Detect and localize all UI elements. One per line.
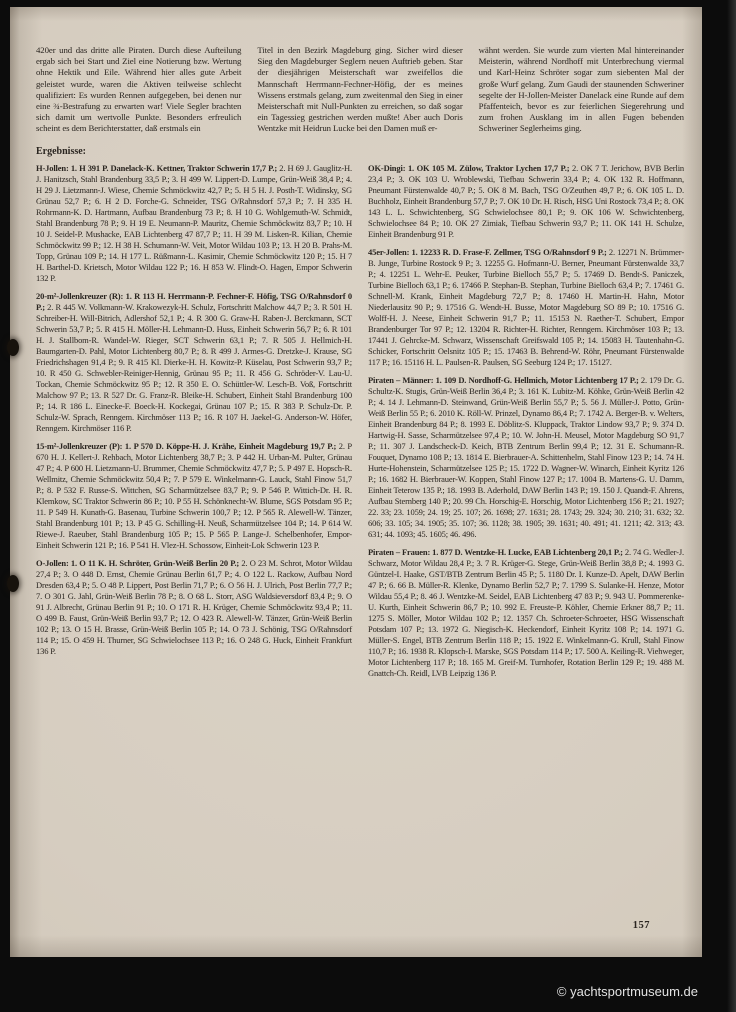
page-number: 157 bbox=[632, 920, 650, 931]
section-title: Piraten – Frauen: bbox=[368, 546, 431, 557]
article-column-1: 420er und das dritte alle Piraten. Durch diese Aufteilung ergab sich bei Start und Ziel eine Notierung bzw. Wertung ohne Hektik und Eile. Während hier alles gute Arbeit geleistet wurde, waren die Aktiven teilweise schlecht qualifiziert: Es wurden Rennen aufgegeben, bei denen nur eine ¾-Bestrafung zu erwarten war! Viele Segler brachten sich damit um wertvolle Punkte. Besonders erfreulich scheint es dem Berichterstatter, daß erstmals ein bbox=[36, 45, 242, 134]
section-title: 20-m²-Jollenkreuzer (R): bbox=[36, 290, 124, 301]
section-title: 15-m²-Jollenkreuzer (P): bbox=[36, 440, 123, 451]
result-section-20m-jollenkreuzer bbox=[36, 291, 352, 434]
article-column-3: wähnt werden. Sie wurde zum vierten Mal hintereinander Meisterin, während Nordhoff mit Unterbrechung viermal und Karl-Heinz Schröter sogar zum siebenten Mal der große Wurf gelang. Zum Gaudi der staunenden Schweriner segelte der H-Jollen-Meister Danelack eine Runde auf dem Pfaffenteich, bevor es zur feierlichen Siegerehrung und zum frohen Ausklang im in allen Fugen bebenden Schweriner Seglerheims ging. bbox=[478, 45, 684, 134]
section-title: 45er-Jollen: bbox=[368, 246, 410, 257]
article bbox=[36, 45, 684, 135]
section-entries: 2. H 69 J. Gauglitz-H. J. Hanitzsch, Stahl Brandenburg 33,5 P.; 3. H 499 W. Lippert-D. Lumpe, Grün-Weiß 38,4 P.; 4. H 29 J. Lietzmann-J. Wiese, Chemie Schmöckwitz 42,7 P.; 5. H 5 H. J. Posth-T. Widinsky, SG Grünau 52,7 P.; 6. H 2 D. Forche-G. Schneider, TSG O/Rahnsdorf 57,3 P.; 7. H 335 H. Rohrmann-K. D. Hartmann, Aufbau Brandenburg 73 P.; 8. H 10 G. Wohlgemuth-W. Schmidt, Stahl Brandenburg 78 P.; 9. H 19 E. Neumann-P. Mauritz, Chemie Schmöckwitz 83,7 P.; 10. H 10 J. Seidel-P. Mushacke, EAB Lichtenberg 47 87,7 P.; 11. H 39 M. Lisken-R. Kilian, Chemie Schmöckwitz 99 P.; 12. H 38 H. Schumann-W. Veit, Motor Wildau 103 P.; 13. H 20 B. Prahs-M. Topp, Grünau 109 P.; 14. H 177 L. Rüßmann-L. Kasimir, Chemie Schmöckwitz 120 P.; 15. H 7 H. Barthel-D. Krietsch, Motor Wildau 122 P.; 16. H 853 W. Flindt-O. Hagen, Empor Schwerin 132 P. bbox=[36, 162, 352, 283]
section-title: OK-Dingi: bbox=[368, 162, 406, 173]
section-winner: 1. P 570 D. Köppe-H. J. Krähe, Einheit Magdeburg 19,7 P.; bbox=[124, 440, 337, 451]
results-area bbox=[36, 163, 684, 686]
section-entries: 2. 12271 N. Brümmer-B. Junge, Turbine Rostock 9 P.; 3. 12255 G. Hofmann-U. Berner, Pneumant Fürstenwalde 33,7 P.; 4. 12251 L. Wehr-E. Peuker, Turbine Bielloch 55,7 P.; 5. 17469 D. Bendt-S. Paniczek, Turbine Bielloch 63,1 P.; 6. 17466 P. Stephan-B. Stephan, Turbine Bielloch 63,4 P.; 7. 17461 G. Schnell-M. Krank, Einheit Magdeburg 72,7 P.; 8. 17460 H. Martin-H. Hahn, Motor Niederlausitz 90 P.; 9. 17516 G. Wendt-H. Busse, Motor Magdeburg SO 89 P.; 10. 17516 G. Wolff-H. J. Neese, Einheit Schwerin 91,7 P.; 11. 15153 N. Raether-T. Schubert, Empor Brandenburger Tor 97 P.; 12. 13204 R. Richter-H. Richter, Renngem. Kirchmöser 103 P.; 13. 17441 J. Gehrcke-M. Schwarz, Wissenschaft Greifswald 105 P.; 14. 15083 H. Tautenhahn-G. Schicker, Fortschritt Oelsnitz 105 P.; 15. 17463 B. Behrend-W. Röhr, Pneumant Fürstenwalde 117 P.; 16. 15116 H. L. Paulsen-R. Paulsen, SG Seeburg 124 P.; 17. 15127. bbox=[368, 246, 684, 367]
section-winner: 1. OK 105 M. Zülow, Traktor Lychen 17,7 P.; bbox=[407, 162, 570, 173]
result-section-15m-jollenkreuzer bbox=[36, 441, 352, 551]
section-winner: 1. 12233 R. D. Frase-F. Zellmer, TSG O/Rahnsdorf 9 P.; bbox=[411, 246, 607, 257]
punch-hole-bottom bbox=[7, 575, 19, 592]
result-section-piraten-maenner bbox=[368, 375, 684, 540]
section-title: Piraten – Männer: bbox=[368, 374, 434, 385]
result-section-o-jollen bbox=[36, 558, 352, 657]
section-winner: 1. 109 D. Nordhoff-G. Hellmich, Motor Lichtenberg 17 P.; bbox=[435, 374, 639, 385]
result-section-piraten-frauen bbox=[368, 547, 684, 679]
section-entries: 2. O 23 M. Schrot, Motor Wildau 27,4 P.; 3. O 448 D. Ernst, Chemie Grünau Berlin 61,7 P.; 4. O 122 L. Rackow, Aufbau Nord Dresden 63,4 P.; 5. O 48 P. Lippert, Post Berlin 71,7 P.; 6. O 56 H. J. Ulrich, Post Berlin 77,7 P.; 7. O 301 G. Jahl, Grün-Weiß Berlin 78 P.; 8. O 68 L. Storr, ASG Waldsieversdorf 83,4 P.; 9. O 91 J. Albrecht, Grünau Berlin 91 P.; 10. O 171 R. H. Krüger, Chemie Schmöckwitz 93,4 P.; 11. O 499 B. Faust, Grün-Weiß Berlin 93,7 P.; 12. O 423 R. Alewell-W. Tänzer, Grün-Weiß Berlin 102 P.; 13. O 15 H. Brasse, Grün-Weiß Berlin 105 P.; 14. O 73 J. Schönig, TSG O/Rahnsdorf 114 P.; 15. O 459 H. Thurner, SG Schwielochsee 113 P.; 16. O 248 G. Huck, Einheit Frankfurt 136 P. bbox=[36, 557, 352, 656]
result-section-h-jollen bbox=[36, 163, 352, 284]
results-column-right bbox=[368, 163, 684, 686]
result-section-45er-jollen bbox=[368, 247, 684, 368]
section-winner: 1. 877 D. Wentzke-H. Lucke, EAB Lichtenberg 20,1 P.; bbox=[432, 546, 623, 557]
section-title: H-Jollen: bbox=[36, 162, 69, 173]
section-entries: 2. 74 G. Wedler-J. Schwarz, Motor Wildau 28,4 P.; 3. 7 R. Krüger-G. Stege, Grün-Weiß Berlin 38,8 P.; 4. 1993 G. Güntzel-I. Haake, GST/BTB Zentrum Berlin 45 P.; 5. 1180 Dr. I. Kunze-D. Apelt, DAW Berlin 47 P.; 6. 66 B. Müller-R. Klenke, Dynamo Berlin 52,7 P.; 7. 1799 S. Sulanke-H. Henze, Motor Wildau 55,4 P.; 8. 46 J. Wentzke-M. Seidel, EAB Lichtenberg 47 83 P.; 9. 943 U. Pommerenke-U. Kurth, Einheit Schwerin 86,7 P.; 10. 992 E. Freuste-P. Köhler, Chemie Erkner 88,7 P.; 11. 1275 S. Möller, Motor Wildau 102 P.; 12. 1357 Ch. Schroeter-Schroeter, HSG Wissenschaft Potsdam 107 P.; 13. 1972 G. Niegisch-K. Heckendorf, Einheit Kyritz 108 P.; 14. 1971 G. Müller-S. Engel, BTB Zentrum Berlin 118 P.; 15. 1922 E. Winkelmann-G. Krull, Stahl Finow 110,7 P.; 16. 1938 R. Klopsch-I. Marske, SGS Potsdam 114 P.; 17. 500 A. Keiling-R. Viehweger, Motor Lichtenberg 117 P.; 18. 165 M. Greif-M. Turnhofer, Rotation Berlin 129 P.; 19. 488 M. Gnattch-Ch. Reidl, LVB Leipzig 136 P. bbox=[368, 546, 684, 678]
section-entries: 2. R 445 W. Volkmann-W. Krakowezyk-H. Schulz, Fortschritt Malchow 44,7 P.; 3. R 501 H. Schreiber-H. Will-Bitrich, Adlershof 52,1 P.; 4. R 300 G. Graw-H. Raben-J. Berckmann, SCT Schwerin 53,7 P.; 5. R 415 H. Möller-H. Lehmann-D. Huss, Einheit Schwerin 56,7 P.; 6. R 101 H. J. Stallbom-R. Wandel-W. Rieger, SCT Schwerin 63,1 P.; 7. R 505 J. Hellmich-H. Baumgarten-D. Pahl, Motor Lichtenberg 80,7 P.; 8. R 499 J. Armes-G. Dretzke-J. Krause, SG Friedrichshagen 91,4 P.; 9. R 415 Kl. Dierke-H. H. Kowitz-P. Küselau, Post Schwerin 93,7 P.; 10. R 450 G. Schwebler-Reiniger-Hennig, Grünau 95 P.; 11. R 456 G. Schröder-V. Lau-U. Tockan, Chemie Schmöckwitz 95 P.; 12. R 350 E. O. Schüttler-W. Lesch-B. Voß, Fortschritt Malchow 97 P.; 13. R 527 Dr. G. Franz-R. Bleike-H. Schubert, Einheit Stahl Brandenburg 100 P.; 14. R 186 L. Einecke-F. Boeck-H. Kockegai, Grünau 107 P.; 15. R 383 P. Schulz-Dr. P. Schulz-W. Sprach, Renngem. Kirchmöser 113 P.; 16. R 107 H. Jaekel-G. Anderson-W. Höfer, Renngem. Kirchmöser 116 P. bbox=[36, 301, 352, 433]
scanned-page bbox=[10, 7, 702, 957]
section-title: O-Jollen: bbox=[36, 557, 69, 568]
results-heading: Ergebnisse: bbox=[36, 145, 86, 157]
results-column-left bbox=[36, 163, 352, 686]
article-column-2: Titel in den Bezirk Magdeburg ging. Sicher wird dieser Sieg den Magdeburger Seglern neuen Auftrieb geben. Star der diesjährigen Meisterschaft war zweifellos die Mannschaft Herrmann-Fechner-Höfig, der es meines Wissens erstmals gelang, zum zweitenmal den Sieg in einer Meisterschaft mit Null-Punkten zu erreichen, so daß sogar ein Tagessieg gestrichen werden mußte! Aber auch Doris Wentzke mit Heidrun Lucke bei den Damen muß er- bbox=[257, 45, 463, 134]
section-entries: 2. 179 Dr. G. Schultz-K. Stugis, Grün-Weiß Berlin 36,4 P.; 3. 161 K. Lubitz-M. Köhke, Grün-Weiß Berlin 42 P.; 4. 14 J. Lehmann-D. Steinwand, Grün-Weiß Berlin 55,7 P.; 5. 56 J. Müller-J. Potto, Grün-Weiß Berlin 55 P.; 6. 2010 K. Röll-W. Prinzel, Dynamo 86,4 P.; 7. 1742 A. Berger-B. v. Welters, Einheit Brandenburg 84 P.; 8. 1993 E. Döblitz-S. Kluppack, Traktor Lindow 93,7 P.; 9. 374 D. Hartwig-H. Sasse, Scharmützelsee 97,4 P.; 10. W. John-H. Meusel, Motor Magdeburg SO 91,7 P.; 11. 307 J. Landscheck-D. Keich, BTB Zentrum Berlin 99,4 P.; 12. 31 E. Schumann-R. Fouquet, Dynamo 108 P.; 13. 1814 E. Bierbrauer-A. Schittenhelm, Stahl Finow 123 P.; 14. 74 H. Hurte-Hohenstein, Scharmützelsee 125 P.; 15. 1722 D. Wagner-W. Winarch, Einheit Kyritz 126 P.; 16. 1682 H. Bierbrauer-W. Koppen, Stahl Finow 127 P.; 17. 1004 B. Martens-G. U. Damm, Einheit Teterow 135 P.; 18. 1993 B. Aderhold, DAW Berlin 143 P.; 19. 150 J. Quandt-F. Ahrens, Aufbau Sternberg 140 P.; 20. 99 Ch. Horschig-E. Horschig, Motor Lichtenberg 156 P.; 21. 1927; 22. 33; 23. 1059; 24. 19; 25. 107; 26. 1698; 27. 1631; 28. 1743; 29. 324; 30. 210; 31. 632; 32. 606; 33. 105; 34. 1905; 35. 107; 36. 1128; 38. 1905; 39. 1631; 40. 491; 41. 1211; 42. 313; 43. 631; 44. 1093; 45. 1605; 46. 496. bbox=[368, 374, 684, 539]
scan-edge-strip bbox=[727, 0, 736, 1012]
section-winner: 1. O 11 K. H. Schröter, Grün-Weiß Berlin 20 P.; bbox=[70, 557, 240, 568]
section-winner: 1. R 113 H. Herrmann-P. Fechner-F. Höfig, TSG O/Rahnsdorf 0 P.; bbox=[36, 290, 352, 312]
watermark: © yachtsportmuseum.de bbox=[556, 984, 698, 999]
result-section-ok-dingi bbox=[368, 163, 684, 240]
section-winner: 1. H 391 P. Danelack-K. Kettner, Traktor Schwerin 17,7 P.; bbox=[70, 162, 278, 173]
punch-hole-top bbox=[7, 339, 19, 356]
section-entries: 2. OK 7 T. Jerichow, BVB Berlin 23,4 P.; 3. OK 103 U. Wroblewski, Tiefbau Schwerin 33,4 P.; 4. OK 132 R. Hoffmann, Pneumant Fürstenwalde 40,7 P.; 5. OK 8 M. Bach, TSG O/Zeuthen 49,7 P.; 6. OK 105 L. D. Buchholz, Einheit Brandenburg 57,7 P.; 7. OK 10 Dr. H. Risch, HSG Uni Rostock 73,4 P.; 8. OK 143 L. L. Schwichtenberg, SG Schwielochsee 80,1 P.; 9. OK 106 W. Schwichtenberg, Schwielochsee 84 P.; 10. OK 27 Zimiak, Tiefbau Schwerin 93,7 P.; 11. OK 141 H. Schulze, Einheit Brandenburg 91 P. bbox=[368, 162, 684, 239]
section-entries: 2. P 670 H. J. Kellert-J. Rehbach, Motor Lichtenberg 38,7 P.; 3. P 442 H. Urban-M. Pulter, Grünau 47 P.; 4. P 600 H. Lietzmann-U. Brummer, Chemie Schmöckwitz 47,7 P.; 5. P 497 E. Hopsch-R. Wellmitz, Chemie Schmöckwitz 50,4 P.; 7. P 579 E. Winkelmann-G. Lauck, Stahl Finow 51,7 P.; 8. P 532 F. Russe-S. Wittchen, SG Scharmützelsee 83,7 P.; 9. P 546 P. Wittich-Dr. H. R. Klemkow, SC Traktor Schwerin 86 P.; 10. P 55 H. Schönknecht-W. Blume, SGS Potsdam 95 P.; 11. P 549 H. Kunath-G. Basenau, Turbine Schwerin 100,7 P.; 12. P 565 R. Alewell-W. Tänzer, Stahl Brandenburg 101 P.; 13. P 45 G. Schilling-H. Neuß, Scharmützelsee 104 P.; 14. P 614 W. Riewe-J. Raeuber, Stahl Brandenburg 105 P.; 15. P 565 P. Lange-J. Schelbenhofer, Empor-Einheit Schwerin 121 P.; 16. P 541 H. Vlez-H. Schossow, Einheit-Lok Schwerin 123 P. bbox=[36, 440, 353, 550]
page-content bbox=[36, 45, 684, 686]
